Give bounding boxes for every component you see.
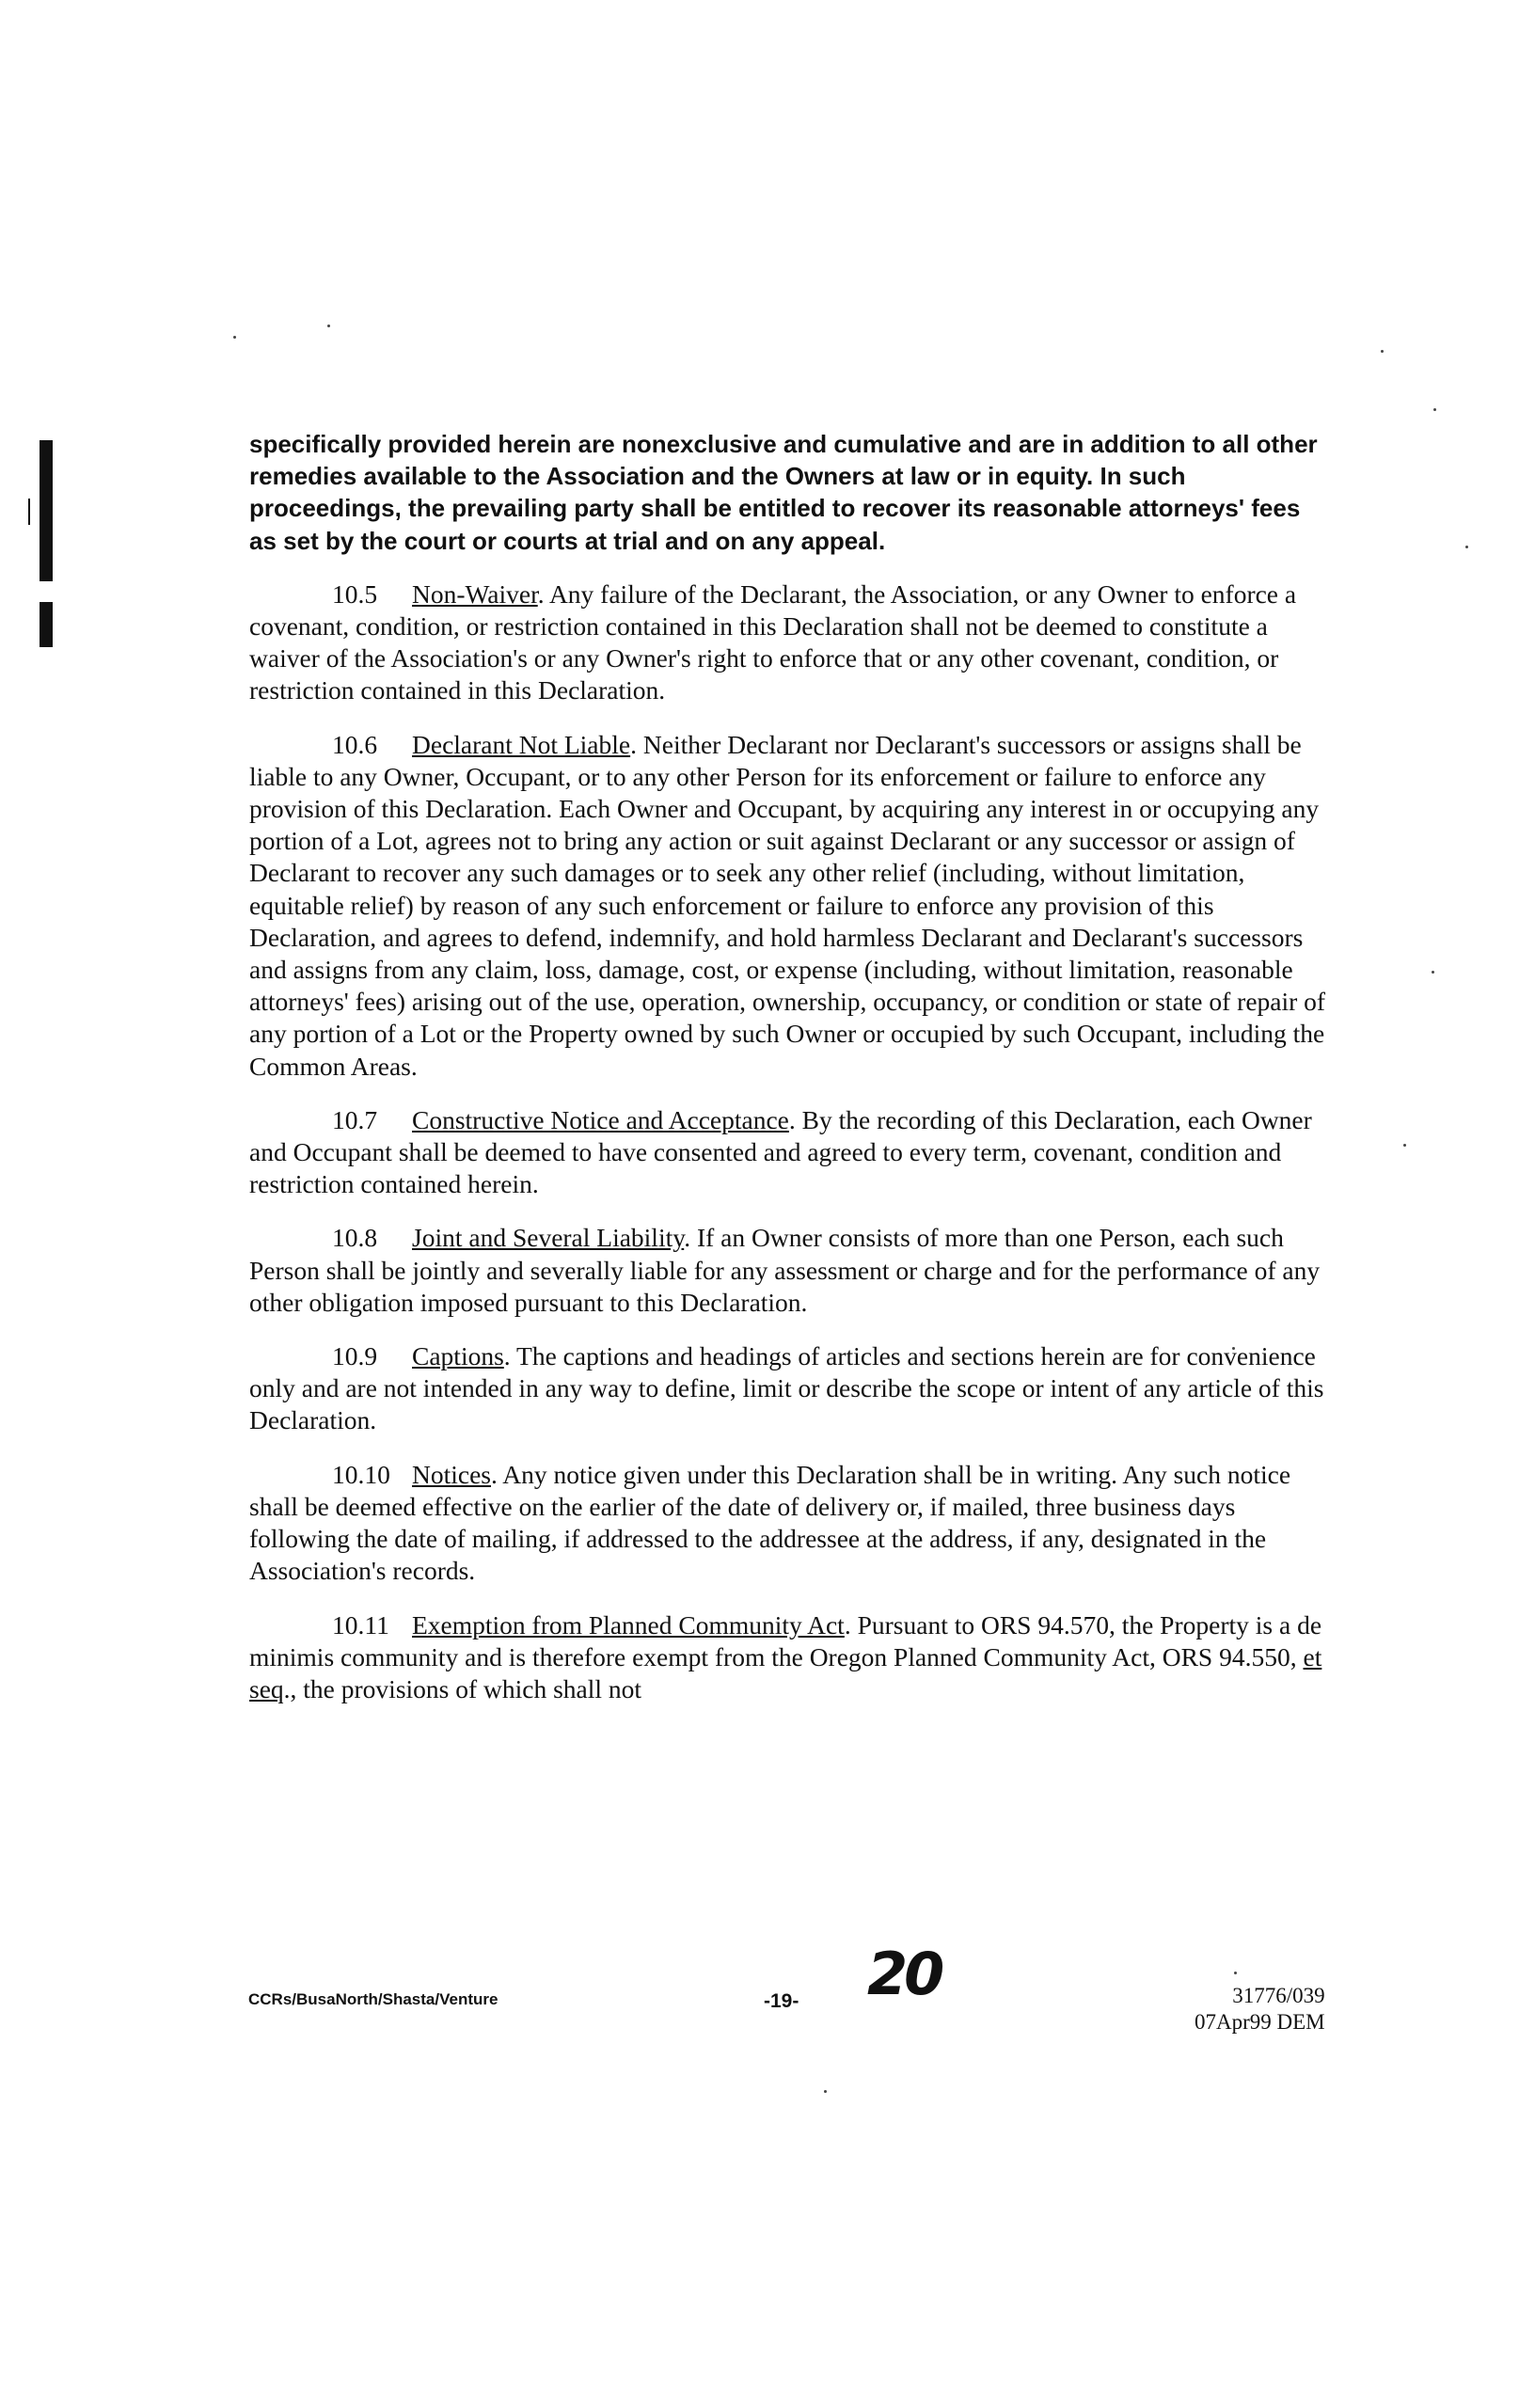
paragraph-remedies: [249, 428, 1331, 557]
margin-bar-mark-lower: [40, 602, 53, 647]
section-number: 10.11: [332, 1609, 389, 1640]
scan-speck: [824, 2090, 827, 2093]
scan-speck: [233, 336, 236, 339]
section-text-end: ., the provisions of which shall not: [283, 1673, 642, 1703]
section-number: 10.5: [332, 578, 378, 609]
paragraph-text: specifically provided herein are nonexclusive and cumulative and are in addition to all other remedies available to the Association and the Owners at law or in equity. In such proceedings, the prevailing party shall be entitled to recover its reasonable attorneys' fees as set by the court or courts at trial and on any appeal.: [249, 430, 1318, 555]
section-10-11: [249, 1609, 1331, 1706]
section-heading: Notices: [412, 1459, 492, 1489]
section-text: . By the recording of this Declaration, each Owner and Occupant shall be deemed to have consented and agreed to every term, covenant, condition and restriction contained herein.: [249, 1104, 1312, 1199]
section-10-5: [249, 578, 1331, 707]
margin-tick: [28, 499, 30, 525]
italic-term: et seq: [249, 1641, 1322, 1703]
section-heading: Captions: [412, 1341, 504, 1371]
section-heading: Constructive Notice and Acceptance: [412, 1104, 789, 1134]
section-number: 10.8: [332, 1223, 378, 1253]
footer-page-number: -19-: [764, 1990, 799, 2012]
scan-speck: [1465, 546, 1468, 548]
scan-speck: [327, 325, 330, 327]
section-10-8: [249, 1222, 1331, 1319]
section-text: . If an Owner consists of more than one Person, each such Person shall be jointly and severally liable for any assessment or charge and for the performance of any other obligation imposed pursuant to this Declaration.: [249, 1223, 1321, 1317]
section-10-9: [249, 1340, 1331, 1437]
handwritten-page-number: 20: [867, 1940, 942, 2008]
document-body: [249, 428, 1331, 1727]
section-number: 10.7: [332, 1104, 378, 1134]
section-10-6: [249, 729, 1331, 1083]
section-text: . Any failure of the Declarant, the Association, or any Owner to enforce a covenant, condition, or restriction contained in this Declaration shall not be deemed to constitute a waiver of the Association's or any Owner's right to enforce that or any other covenant, condition, or restriction contained in this Declaration.: [249, 578, 1297, 705]
footer-file-reference: CCRs/BusaNorth/Shasta/Venture: [248, 1990, 498, 2008]
section-text: . Any notice given under this Declaration shall be in writing. Any such notice shall be deemed effective on the earlier of the date of delivery or, if mailed, three business days following the date of mailing, if addressed to the addressee at the address, if any, designated in the Association's records.: [249, 1459, 1291, 1586]
section-number: 10.6: [332, 729, 378, 759]
section-heading: Joint and Several Liability: [412, 1223, 685, 1253]
section-heading: Exemption from Planned Community Act: [412, 1609, 845, 1640]
section-10-7: [249, 1104, 1331, 1201]
section-heading: Declarant Not Liable: [412, 729, 631, 759]
section-text: . The captions and headings of articles and sections herein are for convenience only and are not intended in any way to define, limit or describe the scope or intent of any article of this Declaration.: [249, 1341, 1324, 1435]
scan-speck: [1234, 1972, 1237, 1974]
section-number: 10.10: [332, 1459, 390, 1489]
section-text: . Pursuant to ORS 94.570, the Property is a de minimis community and is therefore exempt from the Oregon Planned Community Act, ORS 94.550,: [249, 1609, 1322, 1671]
margin-bar-mark: [40, 440, 53, 581]
section-number: 10.9: [332, 1341, 378, 1371]
scan-speck: [1381, 350, 1384, 353]
scan-speck: [1432, 971, 1434, 974]
section-heading: Non-Waiver: [412, 578, 538, 609]
footer-document-id: [1195, 1983, 1325, 2036]
scan-speck: [1433, 408, 1436, 411]
scan-speck: [1403, 1144, 1406, 1147]
section-10-10: [249, 1459, 1331, 1588]
footer-date-initials: 07Apr99 DEM: [1195, 2010, 1325, 2034]
section-text: . Neither Declarant nor Declarant's successors or assigns shall be liable to any Owner, Occupant, or to any other Person for its enforcement or failure to enforce any provision of this Declaration. Each Owner and Occupant, by acquiring any interest in or occupying any portion of a Lot, agrees not to bring any action or suit against Declarant or any successor or assign of Declarant to recover any such damages or to seek any other relief (including, without limitation, equitable relief) by reason of any such enforcement or failure to enforce any provision of this Declaration, and agrees to defend, indemnify, and hold harmless Declarant and Declarant's successors and assigns from any claim, loss, damage, cost, or expense (including, without limitation, reasonable attorneys' fees) arising out of the use, operation, ownership, occupancy, or condition or state of repair of any portion of a Lot or the Property owned by such Owner or occupied by such Occupant, including the Common Areas.: [249, 729, 1326, 1081]
footer-matter-number: 31776/039: [1232, 1984, 1325, 2007]
